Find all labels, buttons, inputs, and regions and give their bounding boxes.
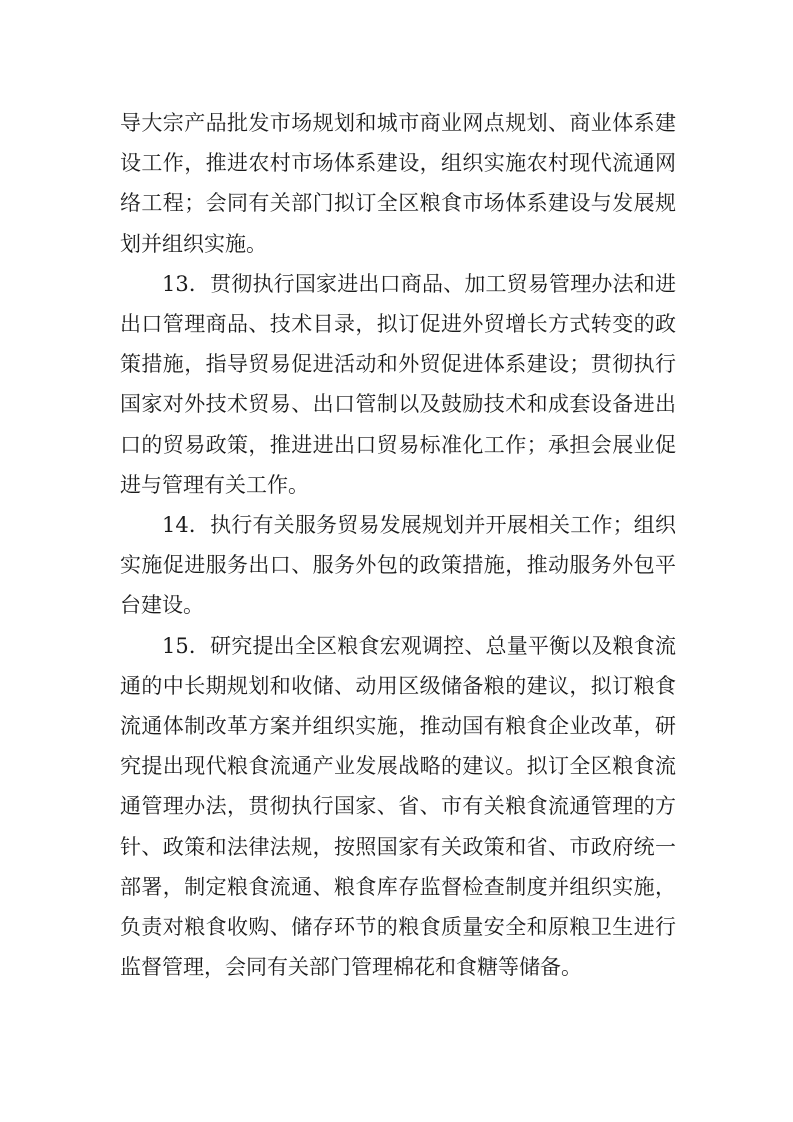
document-body bbox=[120, 103, 676, 987]
paragraph-item-13: 13．贯彻执行国家进出口商品、加工贸易管理办法和进出口管理商品、技术目录，拟订促进外贸增长方式转变的政策措施，指导贸易促进活动和外贸促进体系建设；贯彻执行国家对外技术贸易、出口管制以及鼓励技术和成套设备进出口的贸易政策，推进进出口贸易标准化工作；承担会展业促进与管理有关工作。 bbox=[120, 271, 676, 497]
paragraph-continuation: 导大宗产品批发市场规划和城市商业网点规划、商业体系建设工作，推进农村市场体系建设，组织实施农村现代流通网络工程；会同有关部门拟订全区粮食市场体系建设与发展规划并组织实施。 bbox=[120, 111, 676, 256]
paragraph-item-15: 15．研究提出全区粮食宏观调控、总量平衡以及粮食流通的中长期规划和收储、动用区级储备粮的建议，拟订粮食流通体制改革方案并组织实施，推动国有粮食企业改革，研究提出现代粮食流通产业发展战略的建议。拟订全区粮食流通管理办法，贯彻执行国家、省、市有关粮食流通管理的方针、政策和法律法规，按照国家有关政策和省、市政府统一部署，制定粮食流通、粮食库存监督检查制度并组织实施，负责对粮食收购、储存环节的粮食质量安全和原粮卫生进行监督管理，会同有关部门管理棉花和食糖等储备。 bbox=[120, 633, 676, 980]
paragraph-item-14: 14．执行有关服务贸易发展规划并开展相关工作；组织实施促进服务出口、服务外包的政策措施，推动服务外包平台建设。 bbox=[120, 513, 676, 618]
